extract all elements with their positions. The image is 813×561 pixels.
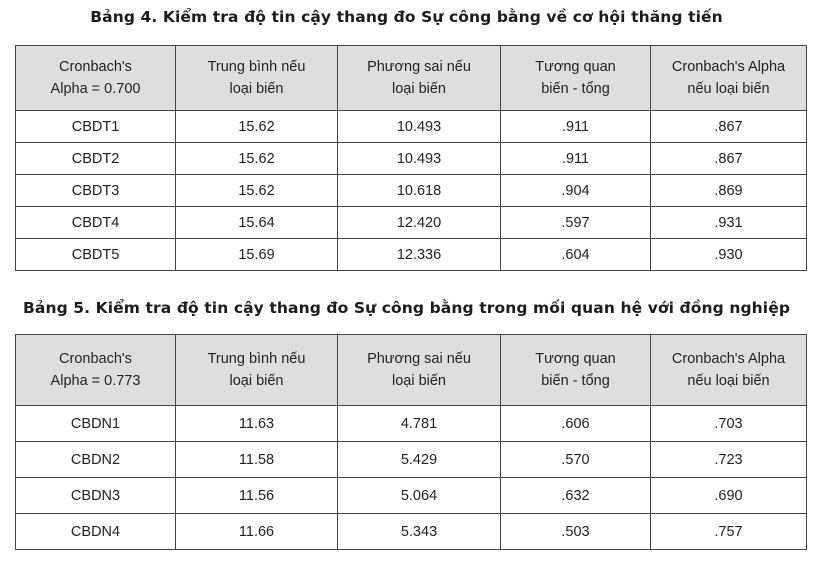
value-cell: 11.63 [176, 406, 338, 442]
column-header-line: loại biến [229, 81, 284, 97]
column-header-line: Tương quan [535, 59, 616, 75]
value-cell: 5.064 [338, 478, 501, 514]
column-header-line: Trung bình nếu [207, 59, 306, 75]
table-row [16, 514, 807, 550]
value-cell: 11.66 [176, 514, 338, 550]
column-header [651, 46, 807, 111]
value-cell: .606 [501, 406, 651, 442]
column-header-line: nếu loại biến [687, 81, 770, 97]
value-cell: .690 [651, 478, 807, 514]
column-header-line: loại biến [391, 373, 446, 389]
value-cell: .904 [501, 175, 651, 207]
value-cell: 15.69 [176, 239, 338, 271]
value-cell: .604 [501, 239, 651, 271]
table-row [16, 478, 807, 514]
value-cell: 4.781 [338, 406, 501, 442]
value-cell: 11.56 [176, 478, 338, 514]
value-cell: 12.336 [338, 239, 501, 271]
item-code-cell: CBDT5 [16, 239, 176, 271]
table-row [16, 111, 807, 143]
column-header [501, 46, 651, 111]
value-cell: .911 [501, 111, 651, 143]
column-header [16, 335, 176, 406]
column-header-line: Trung bình nếu [207, 351, 306, 367]
table-4-caption: Bảng 4. Kiểm tra độ tin cậy thang đo Sự công bằng về cơ hội thăng tiến [90, 8, 723, 26]
table-row [16, 143, 807, 175]
column-header-line: nếu loại biến [687, 373, 770, 389]
value-cell: .503 [501, 514, 651, 550]
table-row [16, 406, 807, 442]
column-header-line: Cronbach's [59, 59, 132, 75]
table-row [16, 207, 807, 239]
value-cell: .757 [651, 514, 807, 550]
value-cell: .632 [501, 478, 651, 514]
value-cell: .931 [651, 207, 807, 239]
table-header-row [16, 46, 807, 111]
value-cell: .703 [651, 406, 807, 442]
value-cell: .930 [651, 239, 807, 271]
item-code-cell: CBDN2 [16, 442, 176, 478]
column-header [338, 335, 501, 406]
column-header [16, 46, 176, 111]
item-code-cell: CBDT1 [16, 111, 176, 143]
table-5 [15, 334, 807, 550]
column-header-line: Tương quan [535, 351, 616, 367]
column-header-line: loại biến [229, 373, 284, 389]
column-header-line: Alpha = 0.773 [50, 373, 141, 389]
value-cell: 15.62 [176, 143, 338, 175]
item-code-cell: CBDN1 [16, 406, 176, 442]
column-header-line: loại biến [391, 81, 446, 97]
column-header-line: biến - tổng [541, 81, 610, 97]
item-code-cell: CBDN3 [16, 478, 176, 514]
value-cell: 15.64 [176, 207, 338, 239]
column-header [338, 46, 501, 111]
value-cell: 5.429 [338, 442, 501, 478]
value-cell: 10.493 [338, 111, 501, 143]
column-header-line: Cronbach's Alpha [671, 351, 786, 367]
column-header-line: Cronbach's [59, 351, 132, 367]
value-cell: 15.62 [176, 175, 338, 207]
value-cell: 10.493 [338, 143, 501, 175]
column-header [651, 335, 807, 406]
value-cell: .911 [501, 143, 651, 175]
table-row [16, 175, 807, 207]
item-code-cell: CBDN4 [16, 514, 176, 550]
value-cell: .570 [501, 442, 651, 478]
value-cell: .723 [651, 442, 807, 478]
column-header [176, 335, 338, 406]
value-cell: .867 [651, 111, 807, 143]
value-cell: .867 [651, 143, 807, 175]
value-cell: 12.420 [338, 207, 501, 239]
table-4 [15, 45, 807, 271]
item-code-cell: CBDT3 [16, 175, 176, 207]
value-cell: 10.618 [338, 175, 501, 207]
column-header [176, 46, 338, 111]
column-header-line: Phương sai nếu [367, 351, 471, 367]
item-code-cell: CBDT2 [16, 143, 176, 175]
value-cell: 5.343 [338, 514, 501, 550]
table-row [16, 239, 807, 271]
table-header-row [16, 335, 807, 406]
value-cell: .597 [501, 207, 651, 239]
value-cell: .869 [651, 175, 807, 207]
column-header-line: biến - tổng [541, 373, 610, 389]
column-header [501, 335, 651, 406]
column-header-line: Phương sai nếu [367, 59, 471, 75]
value-cell: 11.58 [176, 442, 338, 478]
value-cell: 15.62 [176, 111, 338, 143]
table-row [16, 442, 807, 478]
item-code-cell: CBDT4 [16, 207, 176, 239]
column-header-line: Alpha = 0.700 [50, 81, 141, 97]
table-5-caption: Bảng 5. Kiểm tra độ tin cậy thang đo Sự công bằng trong mối quan hệ với đồng nghiệp [22, 299, 791, 317]
column-header-line: Cronbach's Alpha [671, 59, 786, 75]
